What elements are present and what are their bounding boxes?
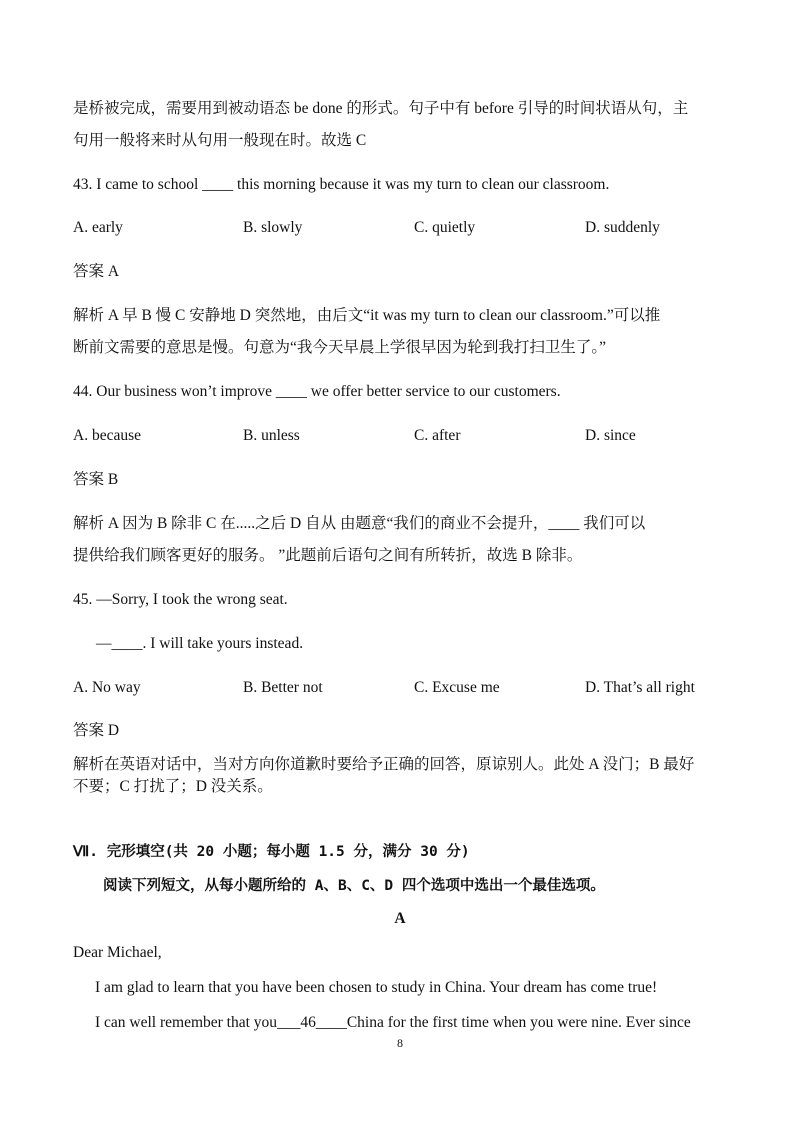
q44-answer: 答案 B — [73, 471, 119, 488]
paragraph-2-text-before: I can well remember that you — [95, 1014, 278, 1031]
q43-answer: 答案 A — [73, 263, 120, 280]
q44-analysis-2: 提供给我们顾客更好的服务。 ”此题前后语句之间有所转折，故选 B 除非。 — [73, 547, 583, 564]
letter-paragraph-1: I am glad to learn that you have been chosen to study in China. Your dream has come true! — [95, 979, 658, 996]
q45-option-a: A. No way — [73, 679, 141, 696]
q45-analysis-2: 不要；C 打扰了；D 没关系。 — [73, 778, 273, 795]
intro-line-1: 是桥被完成，需要用到被动语态 be done 的形式。句子中有 before 引导的时间状语从句，主 — [73, 100, 689, 117]
paragraph-2-text-after: China for the first time when you were nine. Ever since — [346, 1014, 691, 1031]
q43-option-b: B. slowly — [243, 219, 303, 236]
blank-46: ___46____ — [277, 1014, 347, 1031]
q45-option-c: C. Excuse me — [414, 679, 500, 696]
q45-analysis-1: 解析在英语对话中，当对方向你道歉时要给予正确的回答，原谅别人。此处 A 没门；B 最好 — [73, 756, 695, 773]
section-instruction: 阅读下列短文，从每小题所给的 A、B、C、D 四个选项中选出一个最佳选项。 — [103, 878, 605, 894]
q44-option-c: C. after — [414, 427, 461, 444]
letter-salutation: Dear Michael, — [73, 944, 162, 961]
q43-analysis-2: 断前文需要的意思是慢。句意为“我今天早晨上学很早因为轮到我打扫卫生了。” — [73, 339, 607, 356]
q44-analysis-1: 解析 A 因为 B 除非 C 在.....之后 D 自从 由题意“我们的商业不会提升，____ 我们可以 — [73, 515, 646, 532]
q45-answer: 答案 D — [73, 722, 120, 739]
q43-option-a: A. early — [73, 219, 123, 236]
section-heading: Ⅶ. 完形填空(共 20 小题；每小题 1.5 分，满分 30 分) — [73, 844, 470, 860]
q44-option-a: A. because — [73, 427, 141, 444]
q43-analysis-1: 解析 A 早 B 慢 C 安静地 D 突然地，由后文“it was my turn to clean our classroom.”可以推 — [73, 307, 661, 324]
page-number: 8 — [397, 1036, 403, 1050]
letter-paragraph-2 — [95, 1013, 691, 1033]
q43-option-c: C. quietly — [414, 219, 476, 236]
q45-option-d: D. That’s all right — [585, 679, 695, 696]
q45-stem: 45. —Sorry, I took the wrong seat. — [73, 591, 288, 608]
q44-stem: 44. Our business won’t improve ____ we offer better service to our customers. — [73, 383, 561, 400]
passage-label: A — [394, 910, 406, 927]
q44-option-b: B. unless — [243, 427, 300, 444]
q45-reply: —____. I will take yours instead. — [96, 635, 304, 652]
q44-option-d: D. since — [585, 427, 636, 444]
q45-option-b: B. Better not — [243, 679, 323, 696]
q43-stem: 43. I came to school ____ this morning because it was my turn to clean our classroom. — [73, 176, 610, 193]
q43-option-d: D. suddenly — [585, 219, 660, 236]
intro-line-2: 句用一般将来时从句用一般现在时。故选 C — [73, 132, 367, 149]
